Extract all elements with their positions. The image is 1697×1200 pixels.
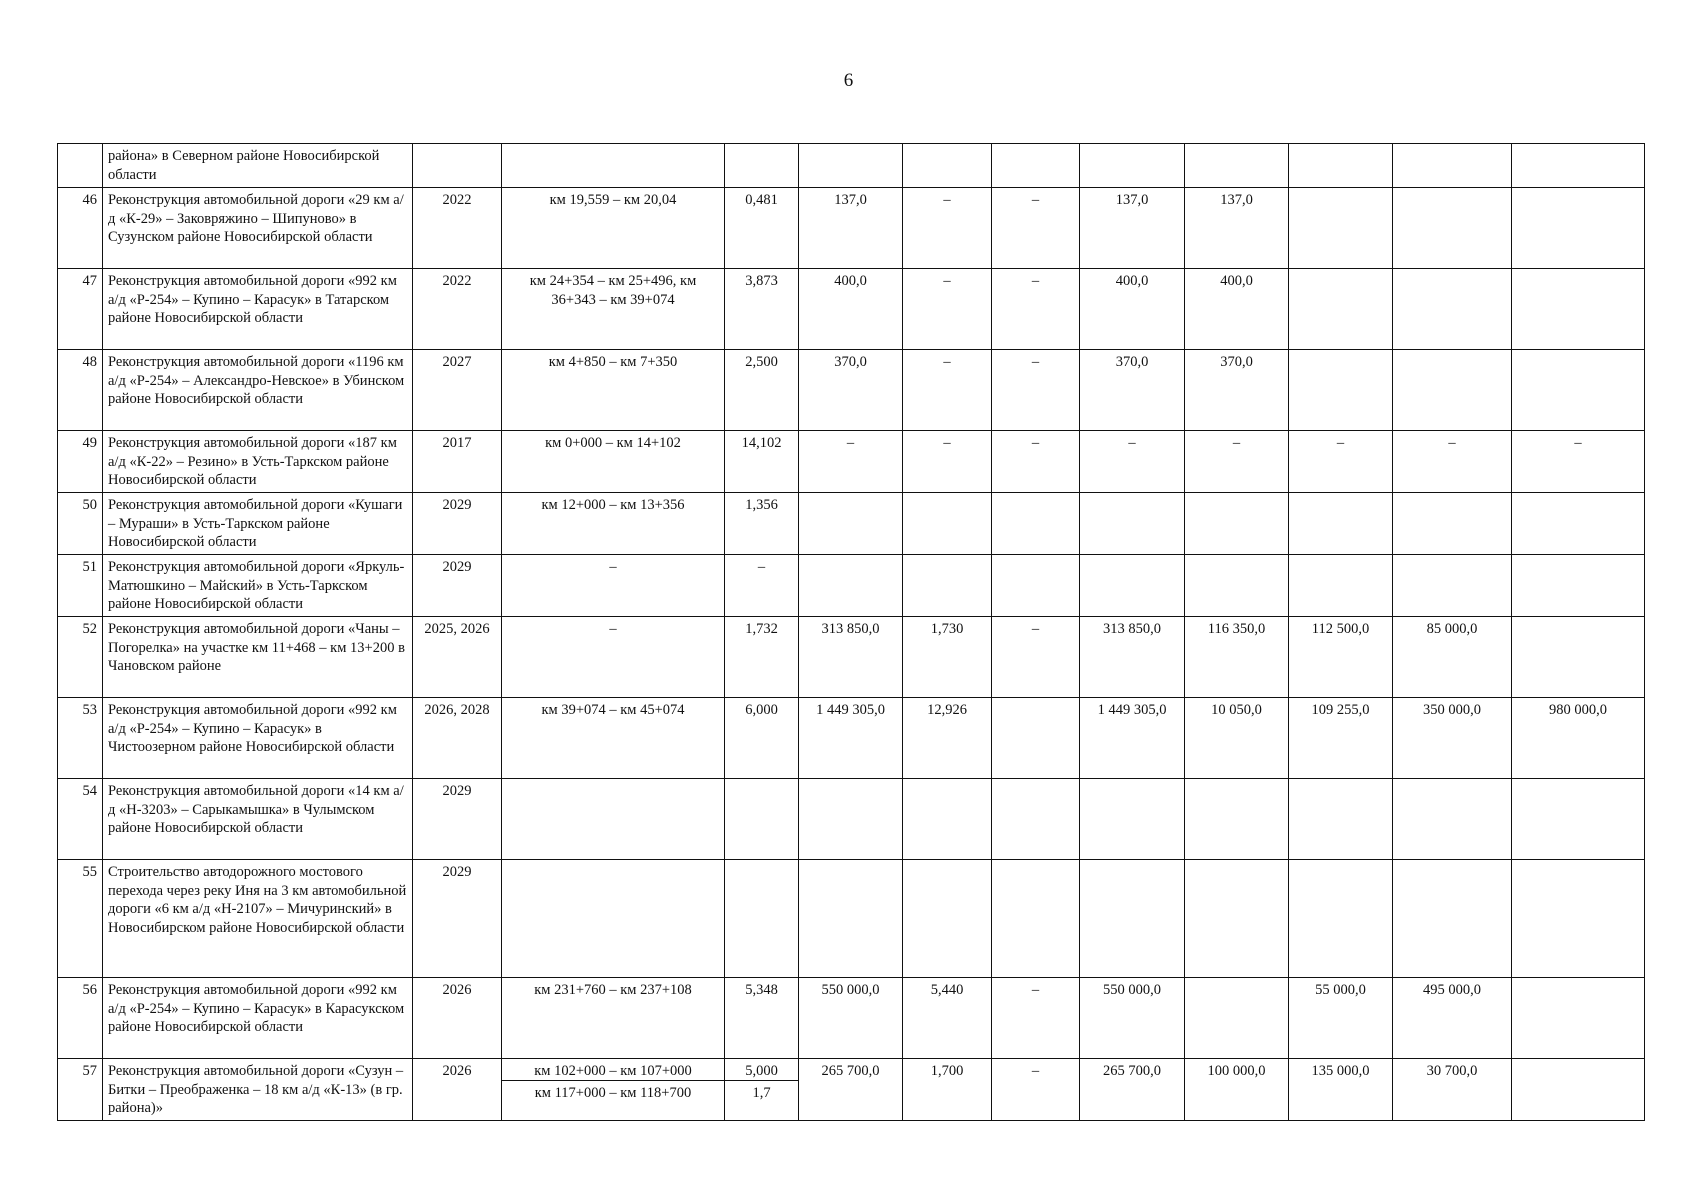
- object-name-cell: Реконструкция автомобильной дороги «Сузун – Битки – Преображенка – 18 км а/д «К-13» (в гр. района)»: [103, 1059, 413, 1121]
- total-cost-cell: 370,0: [799, 350, 903, 431]
- total-cost-cell: 400,0: [799, 269, 903, 350]
- value-2-cell: 112 500,0: [1289, 617, 1393, 698]
- row-number-cell: 54: [58, 779, 103, 860]
- row-number-cell: 48: [58, 350, 103, 431]
- budget-total-cell: –: [1080, 431, 1185, 493]
- object-name-cell: Реконструкция автомобильной дороги «Кушаги – Мураши» в Усть-Таркском районе Новосибирской области: [103, 493, 413, 555]
- length-cell: 1,356: [725, 493, 799, 555]
- km-range-cell: –: [502, 617, 725, 698]
- length-cell: 5,348: [725, 978, 799, 1059]
- budget-total-cell: 400,0: [1080, 269, 1185, 350]
- year-cell: 2029: [413, 555, 502, 617]
- object-name-cell: Реконструкция автомобильной дороги «Чаны – Погорелка» на участке км 11+468 – км 13+200 в Чановском районе: [103, 617, 413, 698]
- length-cell: 0,481: [725, 188, 799, 269]
- value-1-cell: [1185, 493, 1289, 555]
- other-cell: –: [992, 269, 1080, 350]
- value-2-cell: –: [1289, 431, 1393, 493]
- year-cell: 2022: [413, 269, 502, 350]
- row-number-cell: 53: [58, 698, 103, 779]
- value-3-cell: [1393, 350, 1512, 431]
- value-4-cell: [1512, 144, 1645, 188]
- object-name-cell: Реконструкция автомобильной дороги «992 км а/д «Р-254» – Купино – Карасук» в Татарском районе Новосибирской области: [103, 269, 413, 350]
- value-2-cell: 109 255,0: [1289, 698, 1393, 779]
- length-cell: 6,000: [725, 698, 799, 779]
- length-2-cell: 1,700: [903, 1059, 992, 1121]
- total-cost-cell: [799, 144, 903, 188]
- total-cost-cell: 265 700,0: [799, 1059, 903, 1121]
- value-3-cell: [1393, 493, 1512, 555]
- row-number-cell: 56: [58, 978, 103, 1059]
- value-1-cell: 116 350,0: [1185, 617, 1289, 698]
- value-3-cell: [1393, 860, 1512, 978]
- year-cell: 2029: [413, 779, 502, 860]
- value-3-cell: 30 700,0: [1393, 1059, 1512, 1121]
- object-name-cell: Реконструкция автомобильной дороги «14 км а/д «Н-3203» – Сарыкамышка» в Чулымском районе Новосибирской области: [103, 779, 413, 860]
- value-3-cell: 350 000,0: [1393, 698, 1512, 779]
- value-2-cell: [1289, 269, 1393, 350]
- budget-total-cell: 1 449 305,0: [1080, 698, 1185, 779]
- other-cell: [992, 555, 1080, 617]
- value-2-cell: [1289, 493, 1393, 555]
- length-2-cell: 12,926: [903, 698, 992, 779]
- value-4-cell: –: [1512, 431, 1645, 493]
- value-4-cell: [1512, 978, 1645, 1059]
- segment-1: км 102+000 – км 107+000: [502, 1059, 724, 1081]
- other-cell: –: [992, 1059, 1080, 1121]
- table-row: [58, 493, 1645, 555]
- row-number-cell: 47: [58, 269, 103, 350]
- length-2-cell: [903, 493, 992, 555]
- table-row: [58, 860, 1645, 978]
- budget-total-cell: [1080, 493, 1185, 555]
- year-cell: [413, 144, 502, 188]
- length-2-cell: [903, 144, 992, 188]
- value-1-cell: –: [1185, 431, 1289, 493]
- length-2-cell: –: [903, 269, 992, 350]
- km-range-cell: [502, 860, 725, 978]
- total-cost-cell: 1 449 305,0: [799, 698, 903, 779]
- length-2-cell: –: [903, 188, 992, 269]
- length-2-cell: 1,730: [903, 617, 992, 698]
- row-number-cell: 55: [58, 860, 103, 978]
- length-cell: [725, 144, 799, 188]
- total-cost-cell: 313 850,0: [799, 617, 903, 698]
- total-cost-cell: [799, 493, 903, 555]
- value-3-cell: [1393, 779, 1512, 860]
- object-name-cell: Реконструкция автомобильной дороги «Яркуль-Матюшкино – Майский» в Усть-Таркском районе Новосибирской области: [103, 555, 413, 617]
- length-cell: –: [725, 555, 799, 617]
- total-cost-cell: [799, 779, 903, 860]
- value-1-cell: 137,0: [1185, 188, 1289, 269]
- value-1-cell: [1185, 779, 1289, 860]
- length-2-cell: [903, 555, 992, 617]
- budget-total-cell: 265 700,0: [1080, 1059, 1185, 1121]
- value-1-cell: [1185, 144, 1289, 188]
- length-2-cell: [903, 779, 992, 860]
- year-cell: 2026: [413, 1059, 502, 1121]
- year-cell: 2029: [413, 493, 502, 555]
- year-cell: 2027: [413, 350, 502, 431]
- year-cell: 2025, 2026: [413, 617, 502, 698]
- value-3-cell: [1393, 144, 1512, 188]
- value-1-cell: [1185, 978, 1289, 1059]
- year-cell: 2029: [413, 860, 502, 978]
- value-4-cell: [1512, 555, 1645, 617]
- length-cell: 2,500: [725, 350, 799, 431]
- other-cell: [992, 860, 1080, 978]
- value-2-cell: [1289, 860, 1393, 978]
- row-number-cell: [58, 144, 103, 188]
- row-number-cell: 49: [58, 431, 103, 493]
- value-2-cell: [1289, 144, 1393, 188]
- other-cell: [992, 493, 1080, 555]
- table-row: [58, 350, 1645, 431]
- value-3-cell: –: [1393, 431, 1512, 493]
- other-cell: –: [992, 431, 1080, 493]
- object-name-cell: Реконструкция автомобильной дороги «187 км а/д «К-22» – Резино» в Усть-Таркском районе Новосибирской области: [103, 431, 413, 493]
- table-row: [58, 269, 1645, 350]
- object-name-cell: района» в Северном районе Новосибирской области: [103, 144, 413, 188]
- page-number: 6: [843, 70, 854, 91]
- value-2-cell: 55 000,0: [1289, 978, 1393, 1059]
- value-4-cell: [1512, 860, 1645, 978]
- value-4-cell: [1512, 617, 1645, 698]
- year-cell: 2026, 2028: [413, 698, 502, 779]
- km-range-cell: км 19,559 – км 20,04: [502, 188, 725, 269]
- km-range-cell: км 231+760 – км 237+108: [502, 978, 725, 1059]
- budget-total-cell: 550 000,0: [1080, 978, 1185, 1059]
- segment-2: км 117+000 – км 118+700: [534, 1085, 692, 1101]
- budget-total-cell: 137,0: [1080, 188, 1185, 269]
- total-cost-cell: 137,0: [799, 188, 903, 269]
- other-cell: –: [992, 350, 1080, 431]
- other-cell: –: [992, 617, 1080, 698]
- year-cell: 2022: [413, 188, 502, 269]
- roads-table: [57, 143, 1645, 1121]
- km-range-cell: км 4+850 – км 7+350: [502, 350, 725, 431]
- length-2-cell: [903, 860, 992, 978]
- budget-total-cell: [1080, 555, 1185, 617]
- table-row: [58, 978, 1645, 1059]
- row-number-cell: 57: [58, 1059, 103, 1121]
- km-range-cell: [502, 779, 725, 860]
- value-3-cell: 85 000,0: [1393, 617, 1512, 698]
- value-4-cell: 980 000,0: [1512, 698, 1645, 779]
- value-4-cell: [1512, 779, 1645, 860]
- other-cell: –: [992, 188, 1080, 269]
- row-number-cell: 46: [58, 188, 103, 269]
- value-2-cell: [1289, 555, 1393, 617]
- value-4-cell: [1512, 188, 1645, 269]
- value-3-cell: [1393, 188, 1512, 269]
- value-1-cell: [1185, 555, 1289, 617]
- length-cell: 14,102: [725, 431, 799, 493]
- value-1-cell: 400,0: [1185, 269, 1289, 350]
- budget-total-cell: [1080, 779, 1185, 860]
- km-range-cell: [502, 144, 725, 188]
- length-cell: [725, 860, 799, 978]
- length-cell: 3,873: [725, 269, 799, 350]
- km-range-cell: км 39+074 – км 45+074: [502, 698, 725, 779]
- budget-total-cell: 313 850,0: [1080, 617, 1185, 698]
- object-name-cell: Строительство автодорожного мостового перехода через реку Иня на 3 км автомобильной дороги «6 км а/д «Н-2107» – Мичуринский» в Новосибирском районе Новосибирской области: [103, 860, 413, 978]
- length-cell: [725, 779, 799, 860]
- total-cost-cell: [799, 555, 903, 617]
- other-cell: [992, 698, 1080, 779]
- table-row: [58, 779, 1645, 860]
- segment-1: 5,000: [725, 1059, 798, 1081]
- length-2-cell: –: [903, 350, 992, 431]
- km-range-cell: –: [502, 555, 725, 617]
- budget-total-cell: [1080, 860, 1185, 978]
- object-name-cell: Реконструкция автомобильной дороги «992 км а/д «Р-254» – Купино – Карасук» в Чистоозерном районе Новосибирской области: [103, 698, 413, 779]
- total-cost-cell: –: [799, 431, 903, 493]
- total-cost-cell: [799, 860, 903, 978]
- object-name-cell: Реконструкция автомобильной дороги «1196 км а/д «Р-254» – Александро-Невское» в Убинском районе Новосибирской области: [103, 350, 413, 431]
- value-4-cell: [1512, 269, 1645, 350]
- table-row: [58, 698, 1645, 779]
- km-range-cell: км 0+000 – км 14+102: [502, 431, 725, 493]
- row-number-cell: 52: [58, 617, 103, 698]
- row-number-cell: 51: [58, 555, 103, 617]
- value-2-cell: 135 000,0: [1289, 1059, 1393, 1121]
- segment-2: 1,7: [752, 1085, 771, 1101]
- year-cell: 2026: [413, 978, 502, 1059]
- other-cell: [992, 779, 1080, 860]
- table-row: [58, 431, 1645, 493]
- km-range-cell: км 12+000 – км 13+356: [502, 493, 725, 555]
- length-cell: 1,732: [725, 617, 799, 698]
- table-row: [58, 144, 1645, 188]
- table-row: [58, 1059, 1645, 1121]
- km-range-cell: [502, 1059, 725, 1121]
- value-3-cell: [1393, 269, 1512, 350]
- value-1-cell: [1185, 860, 1289, 978]
- row-number-cell: 50: [58, 493, 103, 555]
- value-1-cell: 10 050,0: [1185, 698, 1289, 779]
- other-cell: –: [992, 978, 1080, 1059]
- budget-total-cell: [1080, 144, 1185, 188]
- value-2-cell: [1289, 188, 1393, 269]
- table-row: [58, 617, 1645, 698]
- object-name-cell: Реконструкция автомобильной дороги «992 км а/д «Р-254» – Купино – Карасук» в Карасукском районе Новосибирской области: [103, 978, 413, 1059]
- length-cell: [725, 1059, 799, 1121]
- budget-total-cell: 370,0: [1080, 350, 1185, 431]
- value-4-cell: [1512, 1059, 1645, 1121]
- length-2-cell: –: [903, 431, 992, 493]
- value-4-cell: [1512, 493, 1645, 555]
- year-cell: 2017: [413, 431, 502, 493]
- length-2-cell: 5,440: [903, 978, 992, 1059]
- value-1-cell: 370,0: [1185, 350, 1289, 431]
- value-2-cell: [1289, 779, 1393, 860]
- value-2-cell: [1289, 350, 1393, 431]
- total-cost-cell: 550 000,0: [799, 978, 903, 1059]
- other-cell: [992, 144, 1080, 188]
- value-3-cell: 495 000,0: [1393, 978, 1512, 1059]
- km-range-cell: км 24+354 – км 25+496, км 36+343 – км 39+074: [502, 269, 725, 350]
- table-row: [58, 188, 1645, 269]
- object-name-cell: Реконструкция автомобильной дороги «29 км а/д «К-29» – Заковряжино – Шипуново» в Сузунском районе Новосибирской области: [103, 188, 413, 269]
- table-row: [58, 555, 1645, 617]
- value-4-cell: [1512, 350, 1645, 431]
- value-1-cell: 100 000,0: [1185, 1059, 1289, 1121]
- value-3-cell: [1393, 555, 1512, 617]
